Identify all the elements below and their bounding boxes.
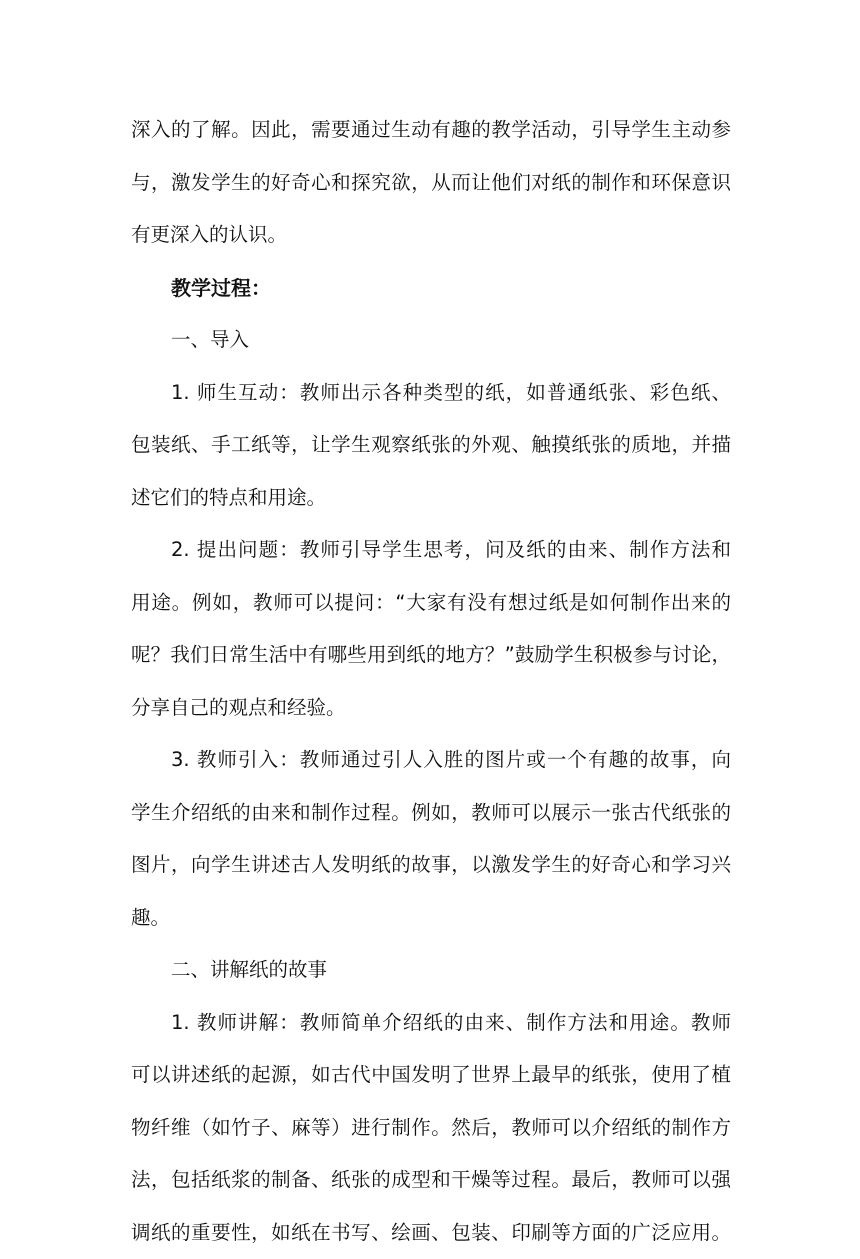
document-page [131,104,731,1259]
text-line: 3. 教师引入：教师通过引人入胜的图片或一个有趣的故事，向 [131,734,731,787]
text-line: 2. 提出问题：教师引导学生思考，问及纸的由来、制作方法和 [131,524,731,577]
text-line: 图片，向学生讲述古人发明纸的故事，以激发学生的好奇心和学习兴 [131,839,731,892]
text-line: 趣。 [131,892,731,945]
text-line: 深入的了解。因此，需要通过生动有趣的教学活动，引导学生主动参 [131,104,731,157]
list-item [131,997,731,1259]
text-line: 与，激发学生的好奇心和探究欲，从而让他们对纸的制作和环保意识 [131,157,731,210]
text-line: 分享自己的观点和经验。 [131,682,731,735]
section-title [131,314,731,367]
heading-teaching-process: 教学过程： [131,262,731,315]
text-line: 物纤维（如竹子、麻等）进行制作。然后，教师可以介绍纸的制作方 [131,1102,731,1155]
text-line: 有更深入的认识。 [131,209,731,262]
text-line: 述它们的特点和用途。 [131,472,731,525]
section-1-title: 一、导入 [131,314,731,367]
section-title [131,944,731,997]
text-line: 1. 教师讲解：教师简单介绍纸的由来、制作方法和用途。教师 [131,997,731,1050]
text-line: 调纸的重要性，如纸在书写、绘画、包装、印刷等方面的广泛应用。 [131,1207,731,1259]
list-item [131,734,731,944]
section-heading [131,262,731,315]
text-line: 呢？我们日常生活中有哪些用到纸的地方？”鼓励学生积极参与讨论， [131,629,731,682]
text-line: 1. 师生互动：教师出示各种类型的纸，如普通纸张、彩色纸、 [131,367,731,420]
text-line: 用途。例如，教师可以提问：“大家有没有想过纸是如何制作出来的 [131,577,731,630]
section-2-title: 二、讲解纸的故事 [131,944,731,997]
text-line: 包装纸、手工纸等，让学生观察纸张的外观、触摸纸张的质地，并描 [131,419,731,472]
text-line: 可以讲述纸的起源，如古代中国发明了世界上最早的纸张，使用了植 [131,1049,731,1102]
intro-paragraph [131,104,731,262]
list-item [131,524,731,734]
text-line: 学生介绍纸的由来和制作过程。例如，教师可以展示一张古代纸张的 [131,787,731,840]
list-item [131,367,731,525]
text-line: 法，包括纸浆的制备、纸张的成型和干燥等过程。最后，教师可以强 [131,1154,731,1207]
